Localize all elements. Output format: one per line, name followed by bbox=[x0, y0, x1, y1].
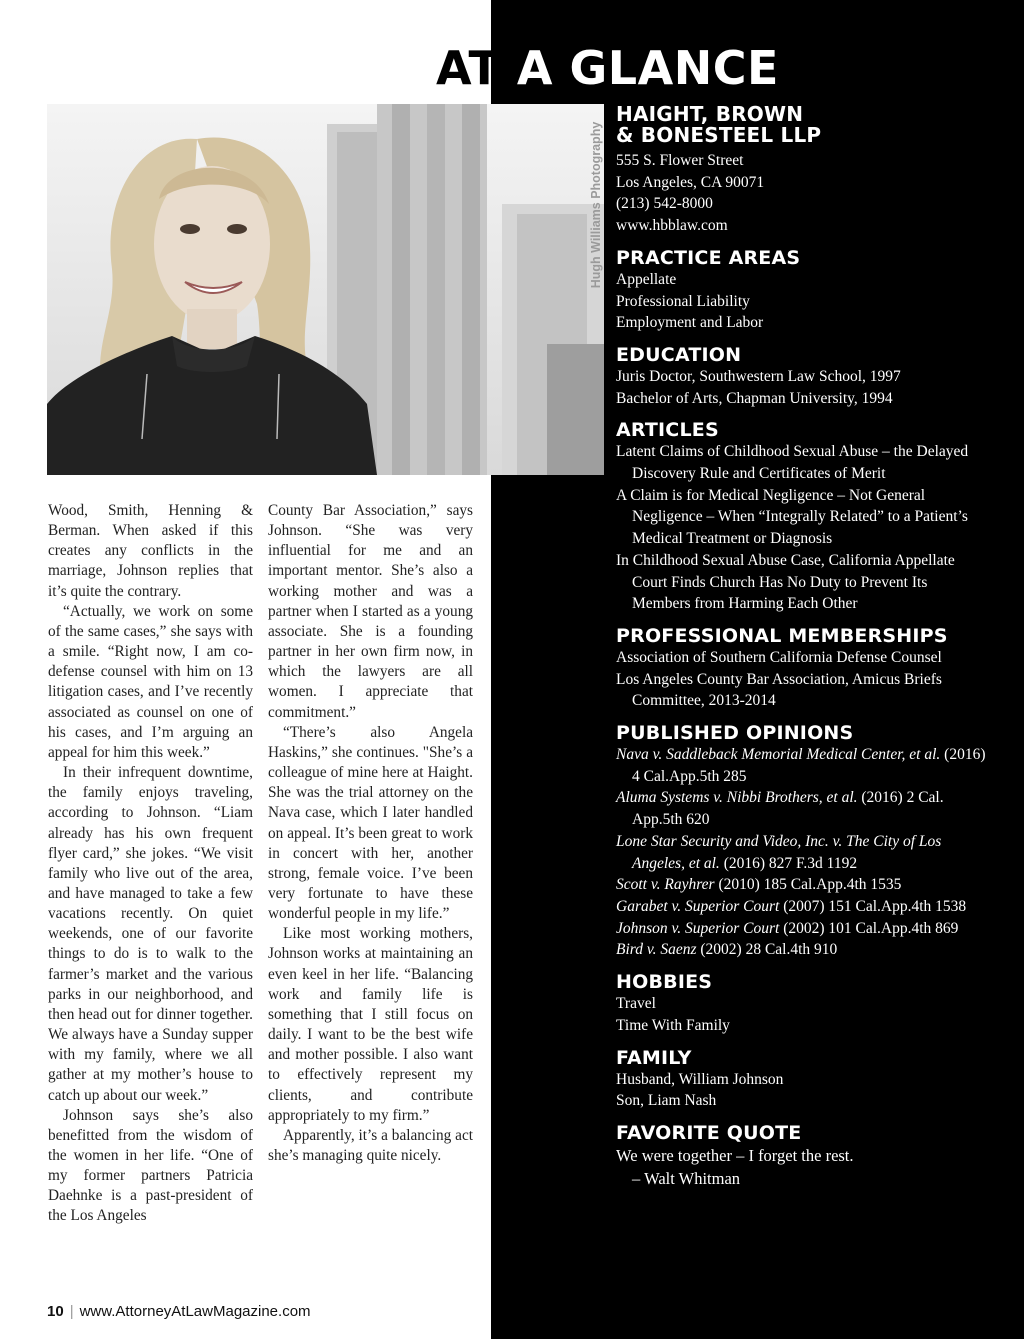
memberships-section bbox=[616, 625, 986, 712]
opinion-item bbox=[616, 918, 986, 940]
firm-address-street: 555 S. Flower Street bbox=[616, 152, 744, 169]
hobbies-title: HOBBIES bbox=[616, 971, 713, 994]
article-column-2 bbox=[268, 501, 473, 1166]
education-item: Juris Doctor, Southwestern Law School, 1997 bbox=[616, 367, 901, 385]
at-a-glance-sidebar bbox=[616, 104, 986, 1200]
headline-part-light: A GLANCE bbox=[500, 41, 779, 95]
opinion-case: Johnson v. Superior Court bbox=[616, 919, 780, 937]
article-item: In Childhood Sexual Abuse Case, California Appellate Court Finds Church Has No Duty to Prevent Its Members from Harming Each Other bbox=[616, 551, 955, 613]
practice-area-item: Professional Liability bbox=[616, 292, 750, 310]
firm-address-city: Los Angeles, CA 90071 bbox=[616, 173, 765, 191]
opinion-case: Aluma Systems v. Nibbi Brothers, et al. bbox=[616, 789, 858, 807]
photo-credit: Hugh Williams Photography bbox=[589, 121, 603, 289]
family-item: Son, Liam Nash bbox=[616, 1092, 717, 1110]
opinion-item bbox=[616, 896, 986, 918]
published-opinions-title: PUBLISHED OPINIONS bbox=[616, 722, 854, 745]
quote-author: – Walt Whitman bbox=[632, 1168, 741, 1188]
portrait-photo bbox=[47, 104, 604, 475]
article-paragraph: County Bar Association,” says Johnson. “She was very influential for me and an important mentor. She’s also a working mother and was a partner when I started as a young associate. She is a founding partner in her own firm now, in which the lawyers are all women. I appreciate that commitment.” bbox=[268, 502, 473, 721]
opinion-item bbox=[616, 939, 986, 961]
education-title: EDUCATION bbox=[616, 343, 742, 366]
favorite-quote-title: FAVORITE QUOTE bbox=[616, 1121, 802, 1144]
opinion-item bbox=[616, 831, 986, 874]
opinion-cite: (2016) 827 F.3d 1192 bbox=[719, 854, 858, 872]
opinion-item bbox=[616, 874, 986, 896]
favorite-quote-section bbox=[616, 1122, 986, 1190]
membership-item: Los Angeles County Bar Association, Amicus Briefs Committee, 2013-2014 bbox=[616, 670, 942, 710]
opinion-case: Lone Star Security and Video, Inc. v. The City of Los Angeles, et al. bbox=[616, 832, 942, 872]
opinion-case: Bird v. Saenz bbox=[616, 941, 697, 959]
article-paragraph: Apparently, it’s a balancing act she’s managing quite nicely. bbox=[268, 1126, 473, 1164]
article-paragraph: “Actually, we work on some of the same cases,” she says with a smile. “Right now, I am co-defense counsel with him on 13 litigation cases, and I’ve recently associated as counsel on one of his cases, and I’m arguing an appeal for him this week.” bbox=[48, 602, 253, 761]
practice-area-item: Appellate bbox=[616, 270, 677, 288]
family-item: Husband, William Johnson bbox=[616, 1070, 784, 1088]
article-paragraph: Like most working mothers, Johnson works at maintaining an even keel in her life. “Balancing work and family life is something that I still focus on daily. I want to be the best wife and mother possible. I also want to effectively represent my clients, and contribute appropriately to my firm.” bbox=[268, 925, 473, 1124]
page-headline bbox=[436, 40, 779, 96]
opinion-cite: (2007) 151 Cal.App.4th 1538 bbox=[779, 897, 967, 915]
opinion-case: Nava v. Saddleback Memorial Medical Center, et al. bbox=[616, 746, 941, 764]
opinion-cite: (2016) 4 Cal.App.5th 285 bbox=[632, 746, 986, 785]
hobby-item: Time With Family bbox=[616, 1016, 730, 1034]
article-item: Latent Claims of Childhood Sexual Abuse – the Delayed Discovery Rule and Certificates of Merit bbox=[616, 443, 969, 483]
article-paragraph: Wood, Smith, Henning & Berman. When asked if this creates any conflicts in the marriage, Johnson replies that it’s quite the contrary. bbox=[48, 502, 253, 600]
article-paragraph: Johnson says she’s also benefitted from the wisdom of the women in her life. “One of my former partners Patricia Daehnke is a past-president of the Los Angeles bbox=[48, 1106, 253, 1225]
page-footer bbox=[47, 1303, 311, 1320]
firm-section bbox=[616, 104, 986, 237]
page-number: 10 bbox=[47, 1303, 64, 1320]
firm-phone: (213) 542-8000 bbox=[616, 195, 713, 213]
opinion-cite: (2002) 28 Cal.4th 910 bbox=[696, 941, 838, 959]
firm-name-line2: & BONESTEEL LLP bbox=[616, 123, 822, 147]
education-item: Bachelor of Arts, Chapman University, 1994 bbox=[616, 389, 893, 407]
firm-website: www.hbblaw.com bbox=[616, 217, 728, 235]
practice-areas-title: PRACTICE AREAS bbox=[616, 246, 801, 269]
opinion-cite: (2016) 2 Cal. App.5th 620 bbox=[632, 789, 944, 829]
family-title: FAMILY bbox=[616, 1046, 692, 1069]
hobbies-section bbox=[616, 971, 986, 1036]
article-column-1 bbox=[48, 501, 253, 1227]
practice-areas-section bbox=[616, 247, 986, 334]
article-paragraph: In their infrequent downtime, the family enjoys traveling, according to Johnson. “Liam already has his own frequent flyer card,” she jokes. “We visit family who live out of the area, and have managed to take a few vacations recently. On quiet weekends, one of our favorite things to do is to walk to the farmer’s market and the various parks in our neighborhood, and then head out for dinner together. We always have a Sunday supper with my family, where we all gather at my mother’s house to catch up about our week.” bbox=[48, 764, 253, 1104]
practice-area-item: Employment and Labor bbox=[616, 314, 764, 332]
membership-item: Association of Southern California Defense Counsel bbox=[616, 648, 942, 666]
articles-section bbox=[616, 419, 986, 615]
article-item: A Claim is for Medical Negligence – Not General Negligence – When “Integrally Related” to a Patient’s Medical Treatment or Diagnosis bbox=[616, 486, 968, 548]
articles-title: ARTICLES bbox=[616, 419, 719, 442]
footer-website: www.AttorneyAtLawMagazine.com bbox=[79, 1303, 311, 1320]
opinion-item bbox=[616, 744, 986, 787]
published-opinions-section bbox=[616, 722, 986, 961]
headline-part-dark: AT bbox=[436, 41, 501, 95]
opinion-case: Scott v. Rayhrer bbox=[616, 876, 715, 894]
opinion-case: Garabet v. Superior Court bbox=[616, 897, 780, 915]
memberships-title: PROFESSIONAL MEMBERSHIPS bbox=[616, 624, 948, 647]
quote-text: We were together – I forget the rest. bbox=[616, 1145, 854, 1165]
hobby-item: Travel bbox=[616, 995, 656, 1013]
article-paragraph: “There’s also Angela Haskins,” she continues. "She’s a colleague of mine here at Haight. She was the trial attorney on the Nava case, which I later handled on appeal. It’s been great to work in concert with her, another strong, female voice. I’ve been very fortunate to have these wonderful people in my life.” bbox=[268, 723, 473, 923]
opinion-item bbox=[616, 787, 986, 830]
opinion-cite: (2010) 185 Cal.App.4th 1535 bbox=[714, 876, 902, 894]
education-section bbox=[616, 344, 986, 409]
family-section bbox=[616, 1047, 986, 1112]
firm-name-line1: HAIGHT, BROWN bbox=[616, 102, 804, 126]
footer-divider: | bbox=[69, 1303, 74, 1320]
opinion-cite: (2002) 101 Cal.App.4th 869 bbox=[779, 919, 959, 937]
